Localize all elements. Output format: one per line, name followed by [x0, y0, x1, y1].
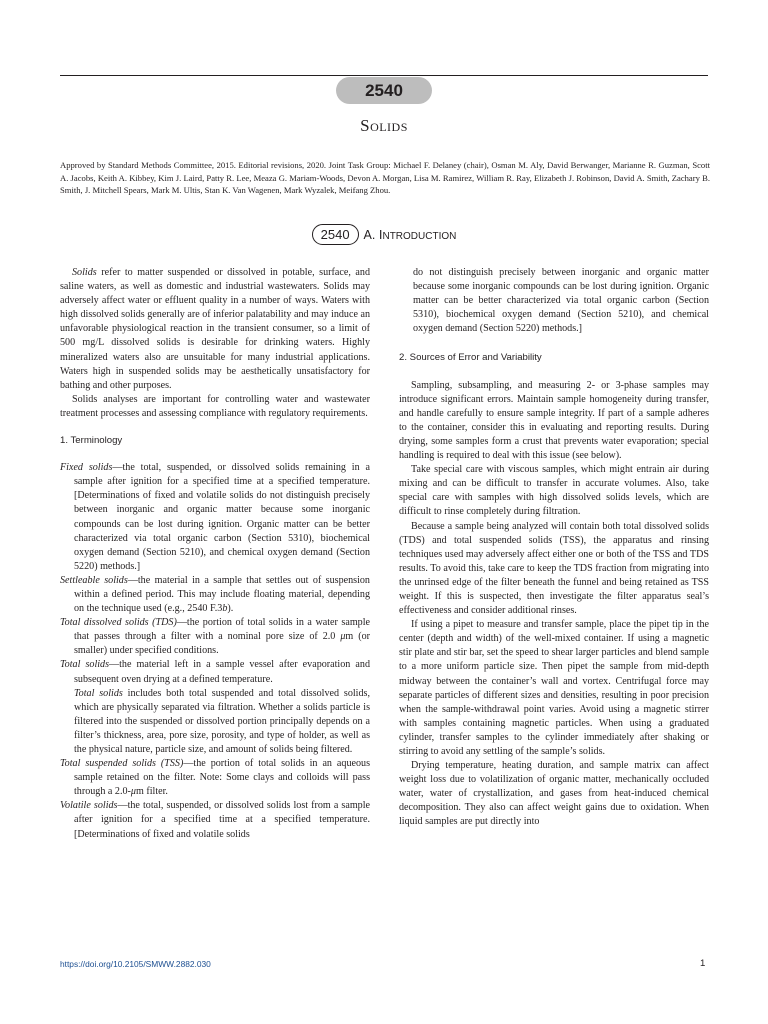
- top-rule: [60, 75, 708, 76]
- heading-terminology: 1. Terminology: [60, 435, 123, 447]
- intro-term: Solids: [72, 267, 97, 278]
- error-paragraph-3: Because a sample being analyzed will contain both total dissolved solids (TDS) and total suspended solids (TSS), the apparatus and rinsing techniques used may adversely affect either one or both of the TSS and TDS results. To avoid this, take care to keep the TDS fraction from migrating into the unrinsed edge of the filter beneath the funnel and being retained as TSS weight. If this is suspected, then investigate the filter apparatus seal’s effectiveness and consider additional rinses.: [399, 520, 709, 617]
- term-volatile-solids: Volatile solids: [60, 800, 118, 812]
- title-rest: OLIDS: [370, 120, 408, 134]
- section-prefix: A.: [363, 228, 379, 242]
- right-column: [399, 266, 709, 830]
- term-total-solids: Total solids: [60, 659, 110, 671]
- intro-paragraph-1: [60, 266, 370, 393]
- def-tds-end: m (or smaller) under specified conditions.: [74, 631, 370, 657]
- def-total-solids-2: includes both total suspended and total dissolved solids, which are physically separated via filtration. Whether a solids particle is filtered into the suspended or dissolved portion principally depends on a filter’s thickness, area, pore size, porosity, and type of holder, as well as the physical nature, particle size, and amount of solids being filtered.: [74, 687, 370, 755]
- section-title: [364, 227, 457, 242]
- section-number-badge: 2540: [312, 224, 359, 245]
- definition-fixed-solids: [60, 461, 370, 574]
- def-tss-mu: μ: [130, 786, 136, 798]
- heading-sources-of-error: 2. Sources of Error and Variability: [399, 352, 542, 364]
- def-tss: —the portion of total solids in an aqueous sample retained on the filter. Note: Some clays and colloids will pass through a 2.0-: [74, 758, 371, 798]
- standard-number-badge: 2540: [336, 77, 432, 104]
- definition-settleable-solids: [60, 574, 370, 616]
- intro-text-1: refer to matter suspended or dissolved in potable, surface, and saline waters, as well as domestic and industrial wastewaters. Solids may adversely affect water or effluent quality in a number of ways. Waters with high dissolved solids generally are of inferior palatability and may induce an unfavorable physiological reaction in the transient consumer, so a limit of 500 mg/L dissolved solids is desirable for drinking waters. Highly mineralized waters also are unsuitable for many industrial applications. Waters high in suspended solids may be aesthetically unsatisfactory for bathing and other purposes.: [60, 267, 370, 391]
- def-settleable-end: ).: [227, 603, 234, 615]
- definition-total-solids: [60, 658, 370, 686]
- title-first-letter: S: [360, 116, 371, 135]
- intro-paragraph-2: Solids analyses are important for controlling water and wastewater treatment processes and assessing compliance with regulatory requirements.: [60, 393, 370, 419]
- error-paragraph-4: If using a pipet to measure and transfer sample, place the pipet tip in the center (depth and width) of the well-mixed container. If using a magnetic stir plate and stir bar, set the speed to shear larger particles and blend sample to a more uniform particle size. Then pipet the sample from mid-depth midway between the container’s wall and vortex. Centrifugal force may separate particles of different sizes and densities, resulting in poor precision when the sample-withdrawal point varies. Avoid using a magnetic stirrer with samples containing magnetic particles. When using a graduated cylinder, transfer samples to the cylinder immediately after shaking or stirring to avoid any settling of the sample’s solids.: [399, 619, 709, 757]
- term-tss: Total suspended solids (TSS): [60, 758, 184, 770]
- error-paragraph-1: Sampling, subsampling, and measuring 2- or 3-phase samples may introduce significant errors. Maintain sample homogeneity during transfer, and handle carefully to ensure sample integrity. If part of a sample adheres to the container, consider this in evaluating and reporting results. During drying, some samples form a crust that prevents water evaporation; special handling is required to deal with this issue (see below).: [399, 379, 709, 462]
- term-fixed-solids: Fixed solids: [60, 462, 113, 474]
- left-column: [60, 266, 370, 842]
- page-title: [0, 116, 768, 136]
- page-number: 1: [700, 958, 706, 969]
- definition-volatile-solids: [60, 799, 370, 841]
- def-settleable-b: b: [222, 603, 228, 615]
- def-volatile-solids: —the total, suspended, or dissolved solids lost from a sample after ignition for a specified time at a specified temperature. [Determinations of fixed and volatile solids: [74, 800, 370, 840]
- error-paragraph-2: Take special care with viscous samples, which might entrain air during mixing and can be difficult to transfer in accurate volumes. Also, take special care with samples with high dissolved solids levels, which are difficult to rinse completely during filtration.: [399, 464, 709, 518]
- term-total-solids-2: Total solids: [74, 687, 123, 699]
- def-tds: —the portion of total solids in a water sample that passes through a filter with a nominal pore size of 2.0: [74, 617, 371, 643]
- section-title-rest: NTRODUCTION: [382, 231, 457, 242]
- doi-link[interactable]: https://doi.org/10.2105/SMWW.2882.030: [60, 959, 211, 969]
- def-tds-mu: μ: [340, 631, 346, 643]
- def-total-solids: —the material left in a sample vessel after evaporation and subsequent oven drying at a defined temperature.: [74, 659, 370, 685]
- term-tds: Total dissolved solids (TDS): [60, 617, 177, 629]
- error-paragraph-5: Drying temperature, heating duration, and sample matrix can affect weight loss due to volatilization of organic matter, mechanically occluded water, water of crystallization, and gases from heat-induced chemical decomposition. They also can affect weight gains due to oxidation. When liquid samples are put directly into: [399, 760, 709, 828]
- def-fixed-solids: —the total, suspended, or dissolved solids remaining in a sample after ignition for a specified time at a specified temperature. [Determinations of fixed and volatile solids do not distinguish precisely between inorganic and organic matter because some inorganic compounds can be lost during ignition. Organic matter can be better characterized via total organic carbon (Section 5310), biochemical oxygen demand (Section 5210), and chemical oxygen demand (Section 5220) methods.]: [74, 462, 370, 572]
- definition-tss: [60, 757, 370, 799]
- definition-tds: [60, 616, 370, 658]
- def-settleable-solids: —the material in a sample that settles out of suspension within a defined period. This may include floating material, depending on the technique used (e.g., 2540 F.3: [74, 574, 370, 615]
- section-title-first: I: [378, 227, 383, 242]
- term-settleable-solids: Settleable solids: [60, 574, 128, 586]
- approval-note: Approved by Standard Methods Committee, 2015. Editorial revisions, 2020. Joint Task Group: Michael F. Delaney (chair), Osman M. Aly, David Berwanger, Marianne R. Guzman, Scott A. Jacobs, Keith A. Kibbey, Kim J. Laird, Patty R. Lee, Meaza G. Mariam-Woods, Devon A. Morgan, Lisa M. Ramirez, William R. Ray, Elizabeth J. Robinson, David A. Smith, Zachary B. Smith, J. Mitchell Spears, Mark M. Ultis, Stan K. Van Wagenen, Mark Wyzalek, Meifang Zhou.: [60, 160, 710, 196]
- def-tss-end: m filter.: [135, 786, 168, 798]
- volatile-continuation: do not distinguish precisely between inorganic and organic matter because some inorganic compounds can be lost during ignition. Organic matter can be better characterized via total organic carbon (Section 5310), biochemical oxygen demand (Section 5210), and chemical oxygen demand (Section 5220) methods.]: [413, 267, 709, 335]
- definition-total-solids-detail: [60, 687, 370, 757]
- section-header: [0, 224, 768, 245]
